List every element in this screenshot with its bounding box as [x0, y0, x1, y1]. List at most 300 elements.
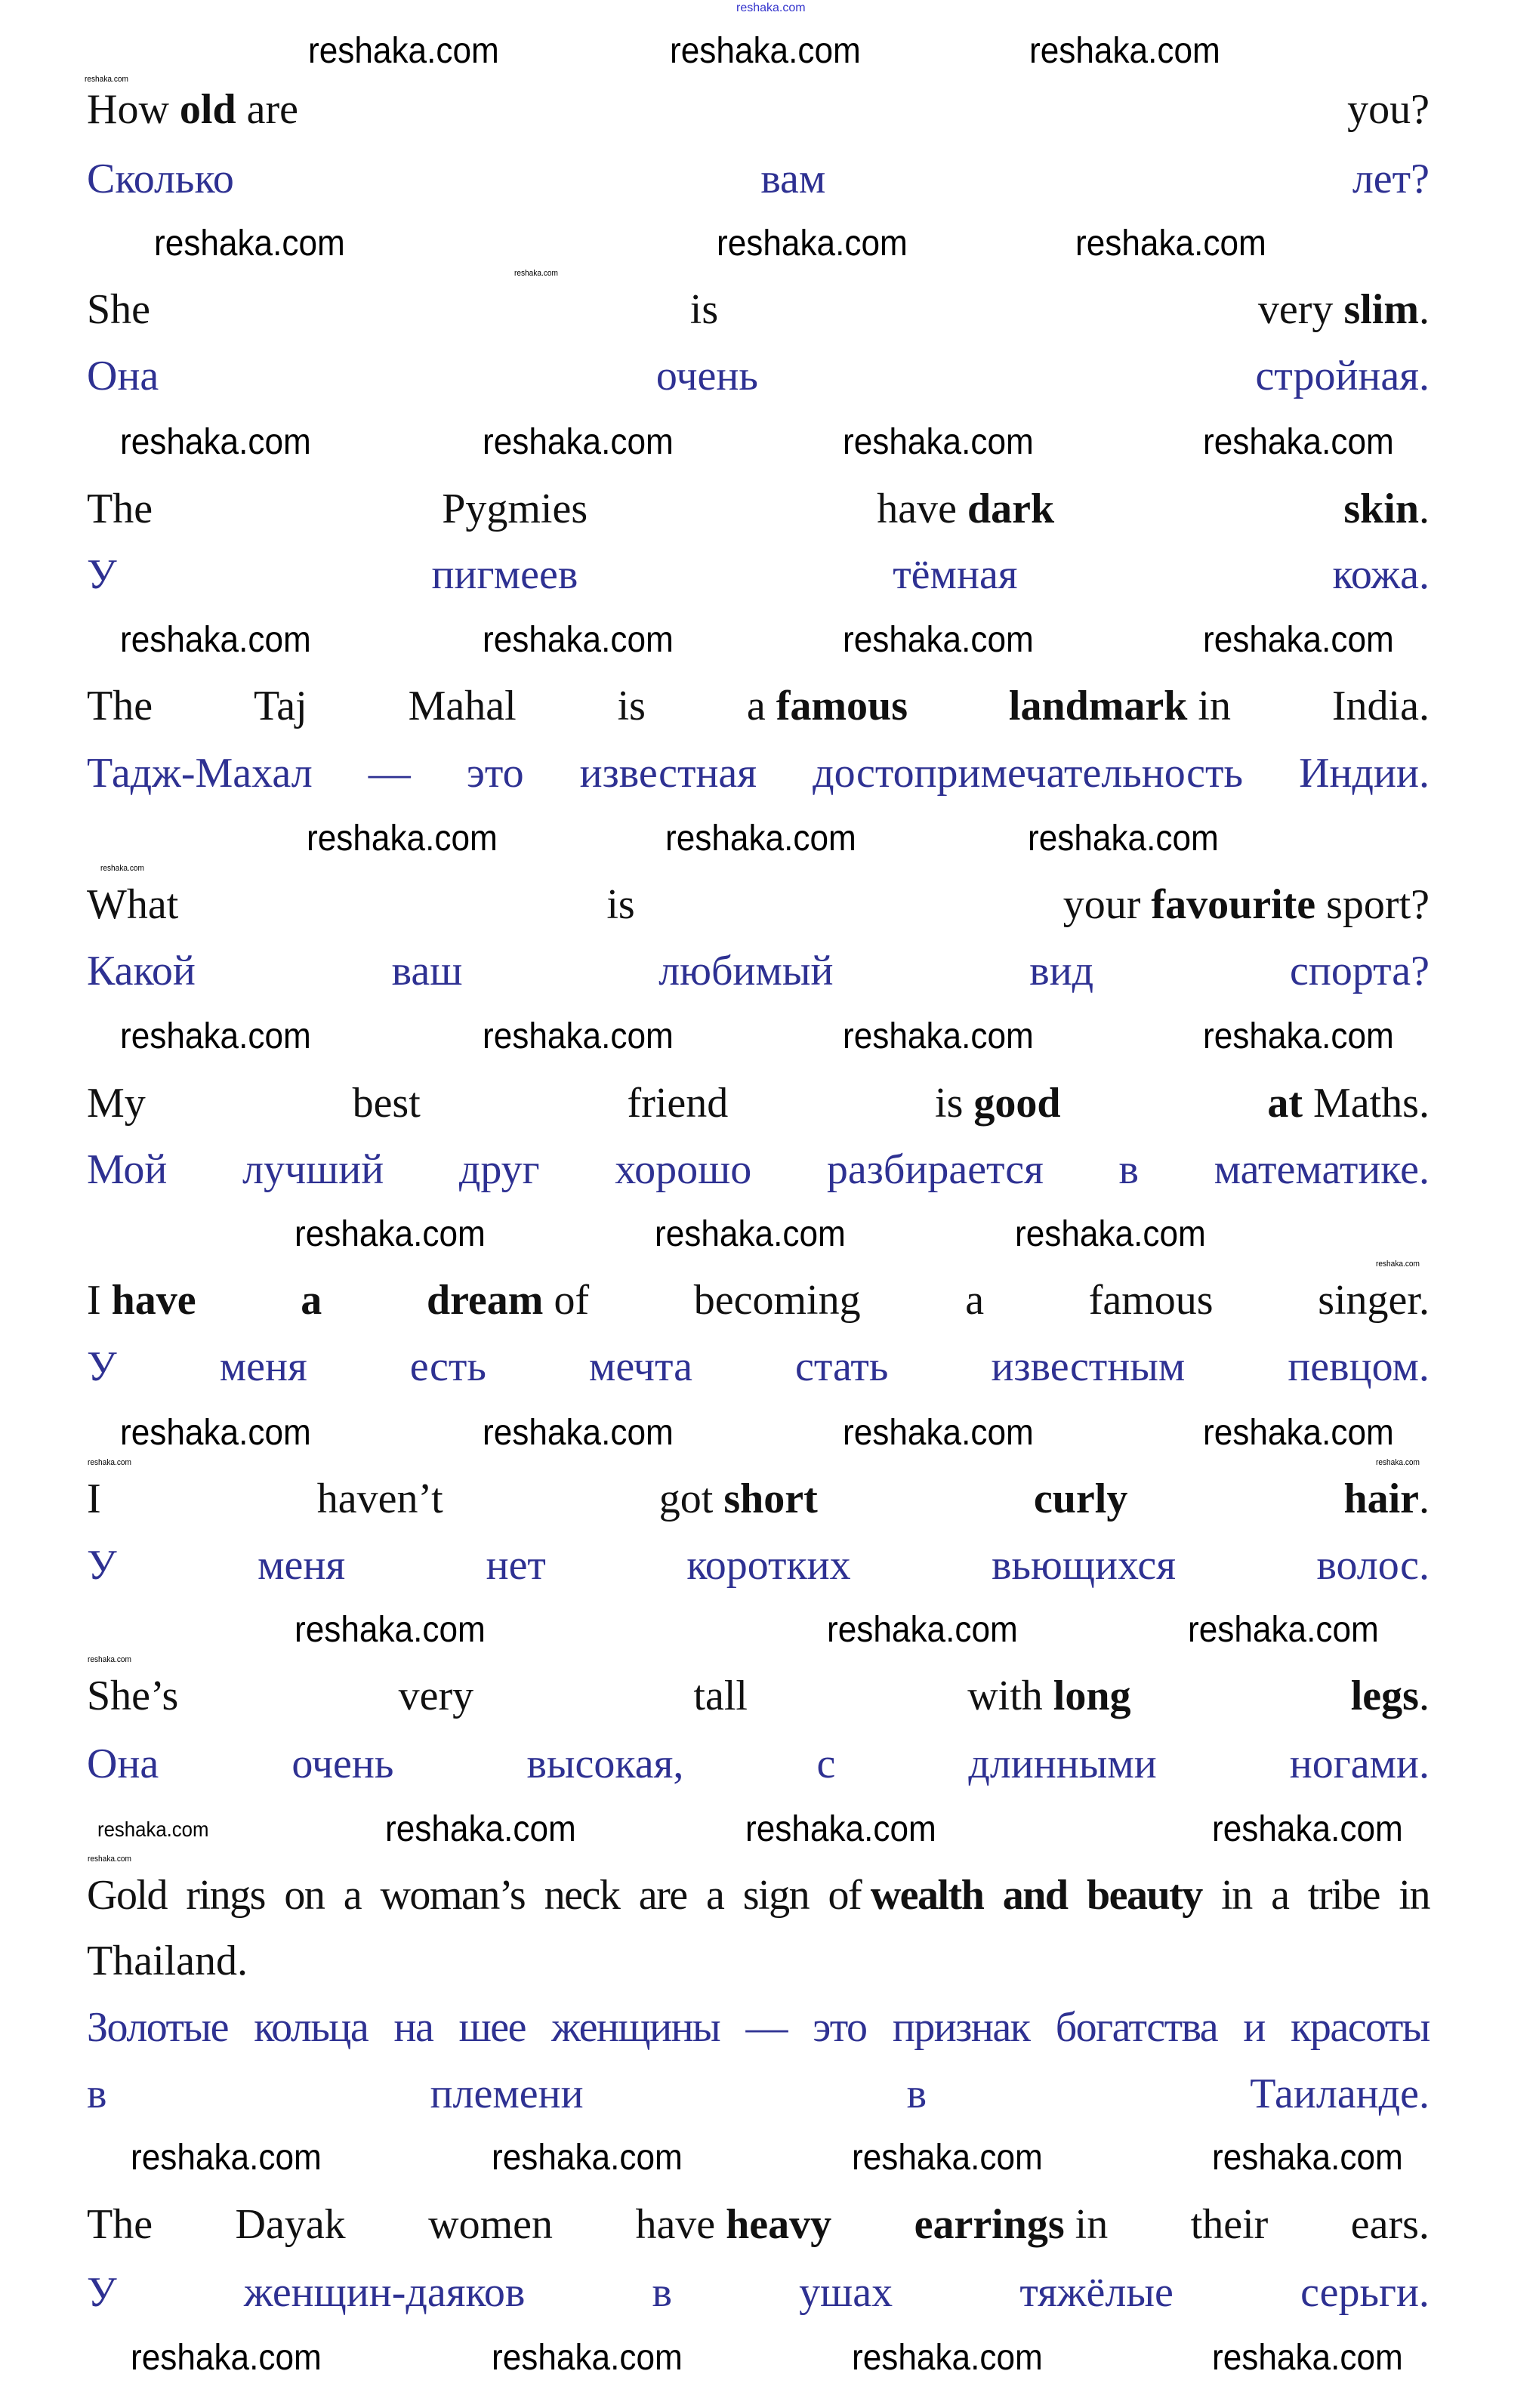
- bold-word: legs: [1350, 1673, 1419, 1719]
- word-group: [254, 2003, 368, 2052]
- word-group: [893, 2003, 1030, 2052]
- watermark: reshaka.com: [294, 1214, 486, 1254]
- word: is: [617, 683, 646, 729]
- word-group: [258, 1541, 345, 1589]
- word: это: [813, 2004, 867, 2051]
- word-group: [432, 550, 578, 599]
- word: She’s: [87, 1673, 179, 1719]
- word-group: [87, 2200, 153, 2249]
- word: a: [706, 1872, 724, 1919]
- word-group: [87, 880, 178, 929]
- word: женщины: [551, 2004, 720, 2051]
- watermark: reshaka.com: [1212, 2338, 1404, 2378]
- bold-word: at: [1267, 1080, 1303, 1127]
- word: Taj: [253, 683, 307, 729]
- word-group: [1034, 1475, 1127, 1523]
- word-group: [380, 1871, 525, 1919]
- word: тяжёлые: [1019, 2269, 1174, 2316]
- word-group: [399, 1672, 474, 1720]
- word: разбирается: [826, 1146, 1044, 1193]
- word: The: [87, 2201, 153, 2248]
- word: you?: [1347, 86, 1430, 133]
- word: in: [1187, 683, 1231, 729]
- watermark: reshaka.com: [842, 620, 1034, 660]
- word: мечта: [588, 1343, 692, 1390]
- word-group: [907, 2070, 927, 2118]
- word-group: [606, 880, 634, 929]
- word-group: [686, 1541, 850, 1589]
- word-group: [706, 1871, 723, 1919]
- watermark: reshaka.com: [842, 1413, 1034, 1453]
- word-group: [639, 1871, 687, 1919]
- word-group: [467, 749, 524, 797]
- watermark: reshaka.com: [1203, 1413, 1395, 1453]
- bold-word: favourite: [1151, 881, 1316, 928]
- word-group: [693, 1672, 748, 1720]
- word: Сколько: [87, 156, 234, 202]
- word-group: [827, 1145, 1044, 1194]
- watermark: reshaka.com: [716, 224, 908, 264]
- word-group: [935, 1079, 1061, 1127]
- word: rings: [186, 1872, 265, 1919]
- word: известная: [579, 750, 757, 797]
- word-group: [409, 682, 517, 730]
- watermark: reshaka.com: [482, 620, 674, 660]
- word: Тадж-Махал: [87, 750, 313, 797]
- word-group: [393, 2003, 433, 2052]
- watermark: reshaka.com: [1203, 1016, 1395, 1056]
- watermark: reshaka.com: [120, 422, 311, 462]
- word: хорошо: [615, 1146, 752, 1193]
- word: волос.: [1316, 1542, 1430, 1589]
- word-group: [760, 155, 825, 203]
- word-group: [659, 1475, 818, 1523]
- english-sentence: [87, 1672, 1430, 1720]
- word-group: [828, 1871, 984, 1919]
- word: и: [1243, 2004, 1265, 2051]
- word: best: [352, 1080, 421, 1127]
- russian-translation: [87, 2003, 1430, 2052]
- word-group: [1288, 1343, 1430, 1391]
- watermark: reshaka.com: [154, 224, 345, 264]
- word: Индии.: [1299, 750, 1430, 797]
- word-group: [618, 682, 646, 730]
- word-group: [795, 1343, 888, 1391]
- word: красоты: [1291, 2004, 1430, 2051]
- word-group: [1243, 2003, 1264, 2052]
- word-group: [1347, 85, 1430, 134]
- word-group: [284, 1871, 324, 1919]
- watermark: reshaka.com: [745, 1809, 937, 1849]
- watermark: reshaka.com: [1212, 1809, 1404, 1849]
- word: have: [877, 486, 968, 532]
- word-group: [1332, 550, 1430, 599]
- watermark: reshaka.com: [1203, 620, 1395, 660]
- word-group: [87, 155, 234, 203]
- word-group: [1351, 2200, 1430, 2249]
- word-group: [877, 485, 1054, 533]
- word: коротких: [686, 1542, 851, 1589]
- word: У: [87, 1542, 117, 1589]
- word: серьги.: [1300, 2269, 1430, 2316]
- watermark: reshaka.com: [842, 422, 1034, 462]
- word: У: [87, 1343, 117, 1390]
- bold-word: good: [973, 1080, 1061, 1127]
- word-group: [87, 749, 313, 797]
- bold-word: dream: [426, 1277, 544, 1324]
- word-group: [658, 947, 833, 995]
- word-group: [428, 2200, 553, 2249]
- word-group: [656, 352, 758, 400]
- word-group: [353, 1079, 421, 1127]
- word-group: [87, 285, 150, 334]
- watermark: reshaka.com: [665, 819, 857, 859]
- watermark: reshaka.com: [670, 31, 862, 71]
- word-group: [1290, 947, 1430, 995]
- watermark: reshaka.com: [482, 422, 674, 462]
- watermark: reshaka.com: [120, 620, 311, 660]
- word: in: [1399, 1872, 1430, 1919]
- watermark: reshaka.com: [1375, 1259, 1420, 1269]
- word-group: [1299, 749, 1430, 797]
- word: is: [689, 286, 719, 333]
- word-group: [87, 485, 153, 533]
- watermark: reshaka.com: [120, 1016, 311, 1056]
- word: tribe: [1307, 1872, 1380, 1919]
- word-group: [652, 2268, 672, 2317]
- word: на: [393, 2004, 433, 2051]
- word-group: [1250, 2070, 1430, 2118]
- watermark: reshaka.com: [852, 2138, 1043, 2178]
- english-sentence: [87, 1079, 1430, 1127]
- watermark: reshaka.com: [852, 2338, 1043, 2378]
- watermark: reshaka.com: [491, 2338, 683, 2378]
- watermark: reshaka.com: [1212, 2138, 1404, 2178]
- word: лучший: [242, 1146, 384, 1193]
- word-group: [87, 2268, 117, 2317]
- word-group: [87, 1475, 101, 1523]
- word: стать: [795, 1343, 889, 1390]
- word-group: [87, 85, 298, 134]
- word: a: [746, 683, 776, 729]
- word-group: [317, 1475, 443, 1523]
- word: нет: [486, 1542, 546, 1589]
- word-group: [186, 1871, 265, 1919]
- word: .: [1418, 1673, 1430, 1719]
- word: My: [87, 1080, 146, 1127]
- word: в: [652, 2269, 672, 2316]
- word-group: [914, 2200, 1109, 2249]
- word: friend: [627, 1080, 729, 1127]
- word: I: [87, 1475, 101, 1522]
- watermark: reshaka.com: [1075, 224, 1266, 264]
- word: woman’s: [380, 1872, 526, 1919]
- watermark: reshaka.com: [1027, 819, 1219, 859]
- word: tall: [693, 1673, 748, 1719]
- word-group: [1343, 1475, 1430, 1523]
- russian-translation: [87, 1541, 1430, 1589]
- watermark: reshaka.com: [88, 1655, 132, 1664]
- word-group: [1318, 1276, 1430, 1324]
- word-group: [991, 1343, 1185, 1391]
- word: высокая,: [526, 1740, 684, 1787]
- word: очень: [655, 353, 758, 399]
- word-group: [1300, 2268, 1430, 2317]
- watermark: reshaka.com: [385, 1809, 576, 1849]
- word: their: [1190, 2201, 1269, 2248]
- watermark: reshaka.com: [482, 1016, 674, 1056]
- word-group: [1089, 1276, 1214, 1324]
- word: very: [1257, 286, 1344, 333]
- bold-word: long: [1053, 1673, 1131, 1719]
- word-group: [87, 1343, 117, 1391]
- word-group: [87, 2070, 106, 2118]
- watermark: reshaka.com: [306, 819, 498, 859]
- word-group: [220, 1343, 307, 1391]
- word: becoming: [693, 1277, 861, 1324]
- word: певцом.: [1288, 1343, 1430, 1390]
- word: с: [816, 1740, 836, 1787]
- word-group: [87, 1079, 146, 1127]
- word: .: [1418, 486, 1430, 532]
- word-group: [968, 1740, 1156, 1788]
- word: достопримечательность: [813, 750, 1244, 797]
- word-group: [1290, 1740, 1430, 1788]
- word: Какой: [87, 948, 196, 994]
- word-group: [392, 947, 463, 995]
- word: пигмеев: [431, 551, 578, 598]
- word-group: [1214, 1145, 1430, 1194]
- word-group: [635, 2200, 831, 2249]
- word: on: [284, 1872, 325, 1919]
- word: The: [87, 486, 153, 532]
- word-group: [291, 1740, 393, 1788]
- word: very: [398, 1673, 474, 1719]
- word: Она: [87, 353, 159, 399]
- bold-word: short: [723, 1475, 818, 1522]
- word-group: [301, 1276, 322, 1324]
- word: шее: [458, 2004, 526, 2051]
- word-group: [1351, 1672, 1430, 1720]
- watermark: reshaka.com: [120, 1413, 311, 1453]
- word-group: [1316, 1541, 1430, 1589]
- word: длинными: [968, 1740, 1157, 1787]
- word: The: [87, 683, 153, 729]
- word: вид: [1029, 948, 1094, 994]
- english-sentence: [87, 85, 1430, 134]
- word-group: [694, 1276, 861, 1324]
- word: вьющихся: [992, 1542, 1176, 1589]
- word: are: [638, 1872, 687, 1919]
- word: Мой: [87, 1146, 168, 1193]
- word: тёмная: [893, 551, 1018, 598]
- english-sentence: [87, 1276, 1430, 1324]
- word: ушах: [799, 2269, 893, 2316]
- watermark: reshaka.com: [88, 1458, 132, 1467]
- word: Thailand.: [87, 1938, 248, 1984]
- watermark: reshaka.com: [655, 1214, 846, 1254]
- word: your: [1062, 881, 1152, 928]
- header-watermark: reshaka.com: [736, 2, 806, 14]
- word: How: [87, 86, 180, 133]
- word: меня: [258, 1542, 346, 1589]
- watermark: reshaka.com: [85, 75, 129, 84]
- word: ногами.: [1289, 1740, 1430, 1787]
- english-sentence: [87, 485, 1430, 533]
- word-group: [344, 1871, 361, 1919]
- watermark: reshaka.com: [1029, 31, 1220, 71]
- word-group: [1399, 1871, 1430, 1919]
- word: with: [967, 1673, 1053, 1719]
- word: математике.: [1214, 1146, 1430, 1193]
- word-group: [965, 1276, 984, 1324]
- bold-word: slim: [1343, 286, 1419, 333]
- bold-word: heavy: [726, 2201, 832, 2248]
- bold-word: beauty: [1086, 1872, 1202, 1919]
- word-group: [1019, 2268, 1173, 2317]
- bold-word: wealth: [870, 1872, 984, 1919]
- russian-translation-cont: [87, 2070, 1430, 2118]
- english-sentence: [87, 1475, 1430, 1523]
- word: У: [87, 2269, 117, 2316]
- bold-word: curly: [1033, 1475, 1128, 1522]
- watermark: reshaka.com: [1015, 1214, 1207, 1254]
- word-group: [1271, 1871, 1288, 1919]
- bold-word: old: [179, 86, 236, 133]
- watermark: reshaka.com: [308, 31, 499, 71]
- word-group: [813, 2003, 866, 2052]
- russian-translation: [87, 2268, 1430, 2317]
- watermark: reshaka.com: [1203, 422, 1395, 462]
- word-group: [459, 2003, 526, 2052]
- word: have: [635, 2201, 726, 2248]
- word-group: [1332, 682, 1430, 730]
- word-group: [1221, 1871, 1252, 1919]
- word-group: [430, 2070, 584, 2118]
- word: famous: [1088, 1277, 1214, 1324]
- word-group: [526, 1740, 683, 1788]
- word: singer.: [1318, 1277, 1430, 1324]
- word: стройная.: [1255, 353, 1430, 399]
- word-group: [87, 1672, 178, 1720]
- word: женщин-даяков: [243, 2269, 526, 2316]
- word: очень: [291, 1740, 394, 1787]
- english-sentence: [87, 682, 1430, 730]
- word-group: [690, 285, 718, 334]
- word-group: [813, 749, 1243, 797]
- word-group: [236, 2200, 346, 2249]
- word-group: [244, 2268, 525, 2317]
- bold-word: skin: [1343, 486, 1419, 532]
- watermark: reshaka.com: [491, 2138, 683, 2178]
- word: of: [828, 1872, 871, 1919]
- word: a: [1271, 1872, 1289, 1919]
- bold-word: earrings: [914, 2201, 1065, 2248]
- word: богатства: [1055, 2004, 1218, 2051]
- word: известным: [991, 1343, 1186, 1390]
- word-group: [816, 1740, 835, 1788]
- watermark: reshaka.com: [482, 1413, 674, 1453]
- word-group: [87, 1145, 167, 1194]
- word-group: [242, 1145, 384, 1194]
- russian-translation: [87, 352, 1430, 400]
- word: —: [368, 750, 411, 797]
- word-group: [799, 2268, 893, 2317]
- word: друг: [458, 1146, 540, 1193]
- word: кольца: [254, 2004, 369, 2051]
- word-group: [442, 485, 588, 533]
- word-group: [1343, 485, 1430, 533]
- word: women: [428, 2201, 553, 2248]
- english-sentence: [87, 1871, 1430, 1919]
- word: ваш: [391, 948, 463, 994]
- word: У: [87, 551, 117, 598]
- word: Gold: [87, 1872, 167, 1919]
- word-group: [992, 1541, 1176, 1589]
- word: кожа.: [1332, 551, 1430, 598]
- word-group: [1255, 352, 1430, 400]
- word-group: [1352, 155, 1430, 203]
- word: Она: [87, 1740, 159, 1787]
- word: India.: [1331, 683, 1430, 729]
- bold-word: landmark: [1008, 683, 1188, 729]
- word-group: [1063, 880, 1430, 929]
- russian-translation: [87, 749, 1430, 797]
- word-group: [1009, 682, 1231, 730]
- bold-word: hair: [1343, 1475, 1419, 1522]
- word: Dayak: [235, 2201, 346, 2248]
- russian-translation: [87, 1145, 1430, 1194]
- word-group: [1056, 2003, 1217, 2052]
- bold-word: a: [301, 1277, 322, 1324]
- word-group: [87, 550, 117, 599]
- word-group: [87, 2003, 228, 2052]
- english-sentence: [87, 880, 1430, 929]
- word: in: [1221, 1872, 1252, 1919]
- word: sign: [742, 1872, 810, 1919]
- russian-translation: [87, 1343, 1430, 1391]
- word-group: [87, 1871, 167, 1919]
- word: .: [1419, 286, 1430, 333]
- word-group: [743, 1871, 809, 1919]
- word-group: [486, 1541, 546, 1589]
- word-group: [747, 682, 908, 730]
- word: племени: [430, 2070, 584, 2117]
- word: are: [236, 86, 298, 133]
- bold-word: have: [111, 1277, 196, 1324]
- word-group: [1191, 2200, 1269, 2249]
- russian-translation: [87, 947, 1430, 995]
- word: a: [343, 1872, 362, 1919]
- word-group: [745, 2003, 787, 2052]
- word: это: [466, 750, 524, 797]
- word-group: [551, 2003, 720, 2052]
- word-group: [87, 682, 153, 730]
- word: is: [606, 881, 635, 928]
- word-group: [1308, 1871, 1380, 1919]
- word-group: [1029, 947, 1093, 995]
- bold-word: and: [1002, 1872, 1068, 1919]
- word: What: [87, 881, 179, 928]
- watermark: reshaka.com: [842, 1016, 1034, 1056]
- word: haven’t: [316, 1475, 443, 1522]
- russian-translation: [87, 550, 1430, 599]
- english-sentence-cont: [87, 1937, 1430, 1985]
- watermark: reshaka.com: [827, 1610, 1019, 1650]
- word-group: [544, 1871, 620, 1919]
- word: Таиланде.: [1250, 2070, 1430, 2117]
- word: I: [87, 1277, 112, 1324]
